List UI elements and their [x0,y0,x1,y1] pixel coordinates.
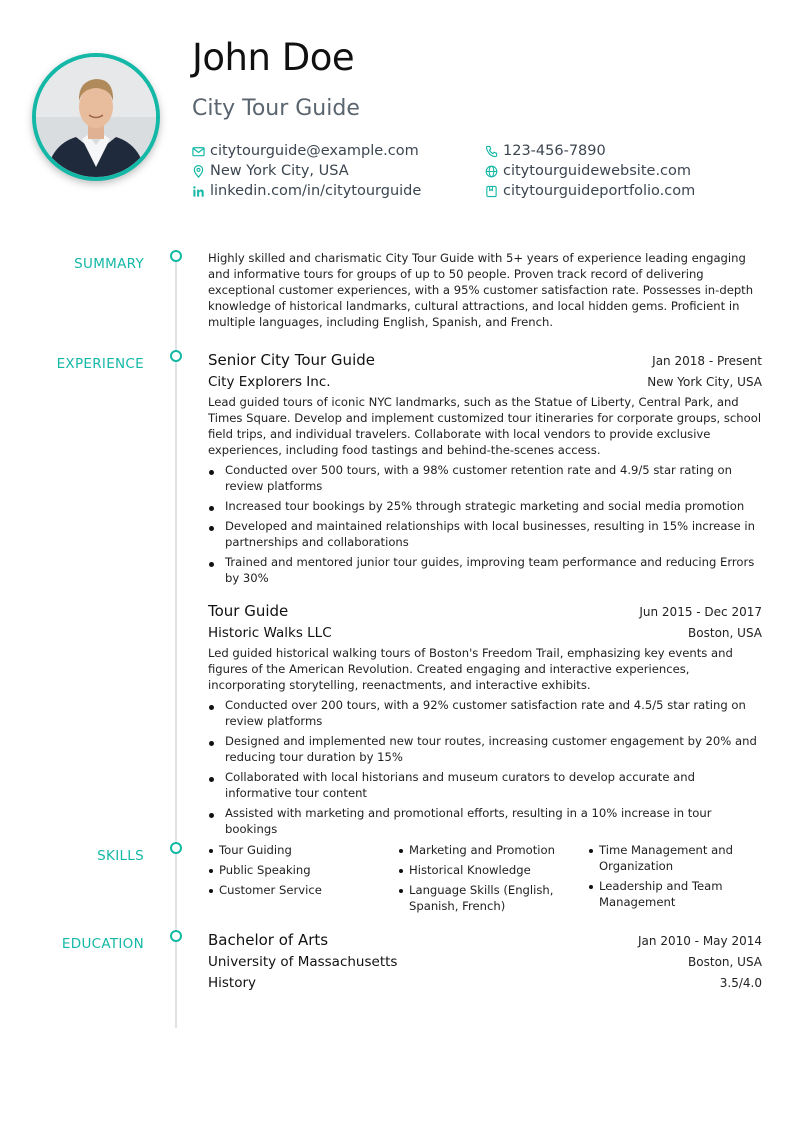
skill-item: Leadership and Team Management [588,878,762,910]
job-title: Senior City Tour Guide [208,351,375,369]
skill-item: Historical Knowledge [398,862,588,878]
skills-column [208,842,398,918]
skill-item: Language Skills (English, Spanish, French) [398,882,588,914]
contact-email[interactable] [192,143,419,159]
degree: Bachelor of Arts [208,931,329,949]
contact-phone[interactable] [485,143,606,159]
education-section [208,931,762,991]
gpa: 3.5/4.0 [719,976,762,990]
school: University of Massachusetts [208,954,398,970]
job-location: New York City, USA [647,375,762,389]
avatar [32,53,160,181]
linkedin-icon [192,185,205,198]
timeline-dot-education [170,930,182,942]
section-title-skills: SKILLS [97,848,144,864]
bullet-item: Collaborated with local historians and museum curators to develop accurate and informative tour content [208,769,762,801]
job-entry [208,602,762,837]
job-location: Boston, USA [688,626,762,640]
globe-icon [485,165,498,178]
job-title: Tour Guide [208,602,289,620]
field-of-study: History [208,975,257,991]
bullet-item: Conducted over 500 tours, with a 98% customer retention rate and 4.9/5 star rating on review platforms [208,462,762,494]
job-description: Led guided historical walking tours of Boston's Freedom Trail, emphasizing key events and figures of the American Revolution. Created engaging and interactive experiences, incorporating storytelling, reenactments, and interactive exhibits. [208,646,733,692]
job-description: Lead guided tours of iconic NYC landmarks, such as the Statue of Liberty, Central Park, and Times Square. Develop and implement customized tour itineraries for corporate groups, school field trips, and individual travelers. Collaborate with local vendors to provide exclusive experiences, including food tastings and behind-the-scenes access. [208,395,762,457]
bullet-item: Conducted over 200 tours, with a 92% customer satisfaction rate and 4.5/5 star rating on review platforms [208,697,762,729]
job-date: Jun 2015 - Dec 2017 [639,605,762,619]
job-entry [208,351,762,586]
candidate-name: John Doe [192,36,355,79]
contact-portfolio[interactable] [485,183,695,199]
mail-icon [192,145,205,158]
portfolio-text: citytourguideportfolio.com [503,183,696,199]
contact-linkedin[interactable] [192,183,421,199]
candidate-role: City Tour Guide [192,96,360,121]
timeline-dot-skills [170,842,182,854]
skill-item: Customer Service [208,882,398,898]
section-title-education: EDUCATION [61,936,144,952]
bullet-item: Assisted with marketing and promotional efforts, resulting in a 10% increase in tour bookings [208,805,762,837]
portfolio-icon [485,185,498,198]
email-text: citytourguide@example.com [210,143,419,159]
skill-item: Marketing and Promotion [398,842,588,858]
bullet-item: Trained and mentored junior tour guides, improving team performance and reducing Errors by 30% [208,554,762,586]
skills-column [398,842,588,918]
skills-column [588,842,762,918]
education-location: Boston, USA [688,955,762,969]
contact-website[interactable] [485,163,691,179]
profile-photo [36,57,156,177]
map-pin-icon [192,165,205,178]
timeline-line [175,258,177,1028]
phone-text: 123-456-7890 [503,143,606,159]
phone-icon [485,145,498,158]
job-bullets [208,462,762,586]
linkedin-text: linkedin.com/in/citytourguide [210,183,422,199]
timeline-dot-experience [170,350,182,362]
bullet-item: Increased tour bookings by 25% through strategic marketing and social media promotion [208,498,762,514]
job-bullets [208,697,762,837]
contact-location [192,163,349,179]
education-date: Jan 2010 - May 2014 [638,934,762,948]
job-company: City Explorers Inc. [208,374,331,390]
bullet-item: Developed and maintained relationships with local businesses, resulting in 15% increase in partnerships and collaborations [208,518,762,550]
bullet-item: Designed and implemented new tour routes, increasing customer engagement by 20% and reducing tour duration by 15% [208,733,762,765]
job-company: Historic Walks LLC [208,625,332,641]
location-text: New York City, USA [210,163,349,179]
section-title-summary: SUMMARY [74,256,144,272]
section-title-experience: EXPERIENCE [56,356,144,372]
skill-item: Tour Guiding [208,842,398,858]
skills-grid [208,842,762,918]
job-date: Jan 2018 - Present [652,354,762,368]
website-text: citytourguidewebsite.com [503,163,692,179]
skill-item: Time Management and Organization [588,842,762,874]
timeline-dot-summary [170,250,182,262]
skills-section [208,842,762,918]
skill-item: Public Speaking [208,862,398,878]
summary-text: Highly skilled and charismatic City Tour Guide with 5+ years of experience leading engaging and informative tours for groups of up to 50 people. Proven track record of delivering exceptional customer experiences, with a 95% customer satisfaction rate. Possesses in-depth knowledge of historical landmarks, cultural attractions, and local hidden gems. Proficient in multiple languages, including English, Spanish, and French. [208,251,754,329]
summary-section [208,250,762,330]
experience-section [208,351,762,837]
